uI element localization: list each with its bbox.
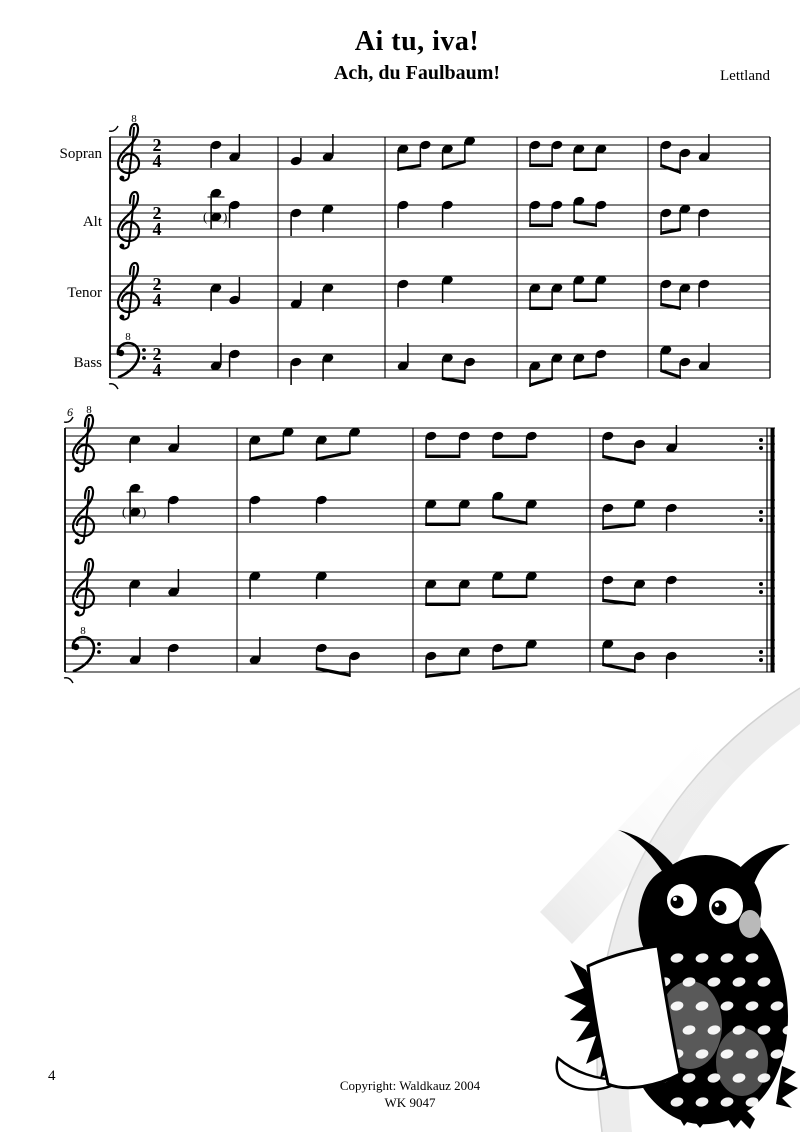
repeat-barline	[771, 428, 775, 672]
eighth-beam	[573, 168, 597, 171]
time-signature-top: 2	[152, 274, 162, 294]
eighth-beam	[425, 455, 460, 458]
owl-right-pupil	[712, 901, 727, 916]
eighth-beam	[573, 373, 597, 380]
eighth-beam	[425, 603, 460, 606]
system-bracket-bottom	[64, 678, 73, 683]
time-signature-bottom: 4	[152, 290, 162, 310]
eighth-beam	[529, 307, 553, 310]
eighth-beam	[397, 164, 421, 171]
owl-left-glint	[673, 897, 677, 901]
time-signature-bottom: 4	[152, 219, 162, 239]
paren-close: )	[142, 504, 147, 519]
octave-mark: 8	[80, 625, 86, 637]
page-number: 4	[48, 1068, 56, 1084]
catalog-number: WK 9047	[384, 1095, 436, 1110]
system-bracket-bottom	[109, 384, 118, 389]
owl-illustration	[530, 820, 800, 1132]
treble-clef-icon	[118, 124, 139, 173]
system-bracket-top	[109, 126, 118, 131]
eighth-beam	[602, 599, 635, 606]
time-signature-top: 2	[152, 203, 162, 223]
octave-mark: 8	[131, 113, 137, 125]
octave-mark: 8	[125, 331, 131, 343]
eighth-beam	[529, 224, 553, 227]
paren-open: (	[203, 209, 208, 224]
owl-right-glint	[715, 903, 719, 907]
time-signature-top: 2	[152, 344, 162, 364]
paren-close: )	[223, 209, 228, 224]
octave-mark: 8	[86, 404, 92, 416]
staff-label-tenor: Tenor	[67, 285, 102, 301]
staff-label-sopran: Sopran	[59, 146, 102, 162]
eighth-beam	[573, 299, 597, 302]
treble-clef-icon	[73, 415, 94, 464]
treble-clef-icon	[73, 559, 94, 608]
eighth-beam	[492, 455, 527, 458]
owl-left-pupil	[671, 896, 684, 909]
treble-clef-icon	[118, 263, 139, 312]
time-signature-bottom: 4	[152, 360, 162, 380]
staff-label-alt: Alt	[82, 214, 102, 230]
owl-cheek	[739, 910, 761, 938]
copyright-line: Copyright: Waldkauz 2004	[339, 1078, 481, 1093]
country-label: Lettland	[720, 68, 770, 84]
owl-body-group	[557, 830, 798, 1129]
owl-flank-shade	[716, 1028, 768, 1096]
measure-number: 6	[67, 405, 73, 419]
treble-clef-icon	[118, 192, 139, 241]
eighth-beam	[425, 523, 460, 526]
eighth-beam	[660, 303, 681, 310]
staff-label-bass: Bass	[73, 355, 102, 371]
owl-tail-spikes	[776, 1066, 798, 1108]
page-subtitle: Ach, du Faulbaum!	[333, 62, 501, 84]
treble-clef-icon	[73, 487, 94, 536]
page-title: Ai tu, iva!	[354, 26, 480, 57]
time-signature-bottom: 4	[152, 151, 162, 171]
eighth-beam	[529, 164, 553, 167]
paren-open: (	[122, 504, 127, 519]
eighth-beam	[492, 595, 527, 598]
time-signature-top: 2	[152, 135, 162, 155]
